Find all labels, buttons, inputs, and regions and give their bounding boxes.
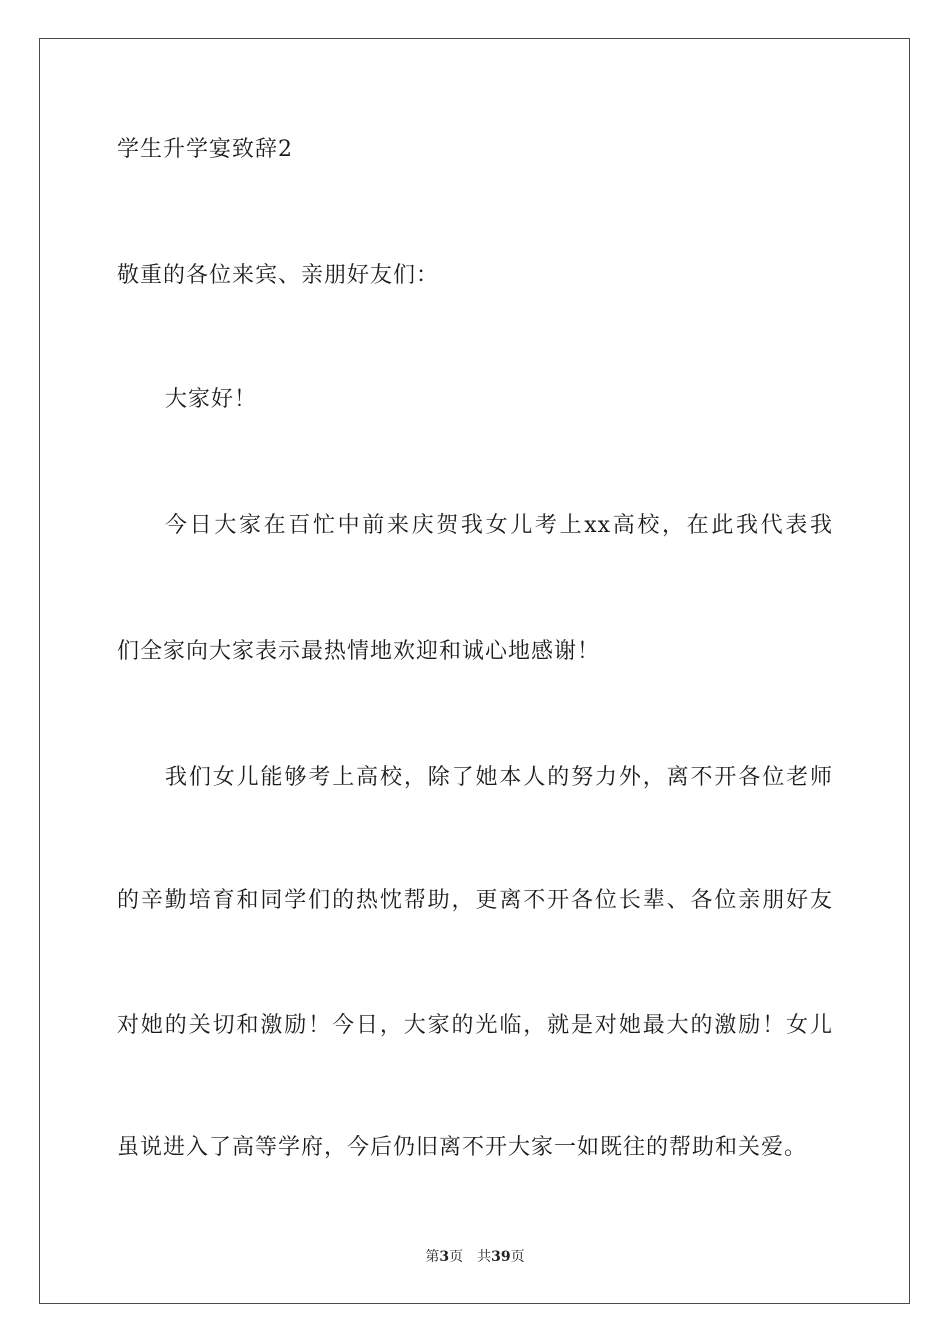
page-footer: [0, 1248, 950, 1266]
total-suffix: 页: [510, 1249, 525, 1265]
page-current: 3: [439, 1249, 450, 1265]
document-heading: 学生升学宴致辞2: [117, 137, 293, 162]
body-line-3: 我们女儿能够考上高校，除了她本人的努力外，离不开各位老师: [165, 765, 833, 790]
page-prefix: 第: [425, 1249, 440, 1265]
body-line-5: 对她的关切和激励！今日，大家的光临，就是对她最大的激励！女儿: [117, 1013, 833, 1038]
total-prefix: 共: [477, 1249, 492, 1265]
page-total: 39: [491, 1249, 511, 1265]
body-line-2: 们全家向大家表示最热情地欢迎和诚心地感谢！: [117, 639, 601, 664]
page-suffix: 页: [449, 1249, 464, 1265]
body-line-1: 今日大家在百忙中前来庆贺我女儿考上xx高校，在此我代表我: [165, 513, 833, 538]
page-frame: [39, 38, 910, 1304]
greeting: 大家好！: [165, 387, 258, 412]
body-line-4: 的辛勤培育和同学们的热忱帮助，更离不开各位长辈、各位亲朋好友: [117, 888, 833, 913]
salutation: 敬重的各位来宾、亲朋好友们：: [117, 263, 440, 288]
body-line-6: 虽说进入了高等学府，今后仍旧离不开大家一如既往的帮助和关爱。: [117, 1135, 808, 1160]
